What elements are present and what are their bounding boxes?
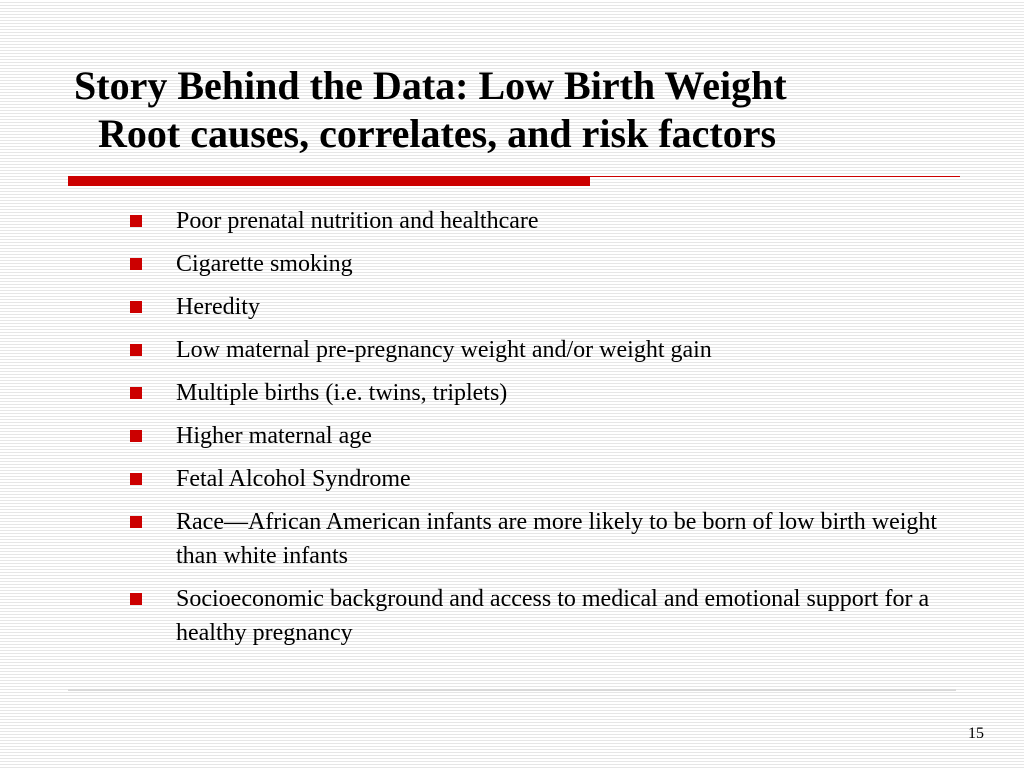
bullet-text: Multiple births (i.e. twins, triplets) xyxy=(176,380,508,406)
bullet-text: Cigarette smoking xyxy=(176,251,353,277)
title-accent-bar xyxy=(68,176,590,186)
bullet-item xyxy=(128,333,948,367)
bullet-text: Socioeconomic background and access to medical and emotional support for a healthy pregnancy xyxy=(176,586,930,646)
square-bullet-icon xyxy=(130,516,142,528)
square-bullet-icon xyxy=(130,593,142,605)
bullet-text: Poor prenatal nutrition and healthcare xyxy=(176,208,539,234)
bullet-item xyxy=(128,505,948,573)
bullet-text: Fetal Alcohol Syndrome xyxy=(176,466,411,492)
bullet-item xyxy=(128,462,948,496)
square-bullet-icon xyxy=(130,430,142,442)
square-bullet-icon xyxy=(130,387,142,399)
bullet-item xyxy=(128,247,948,281)
bullet-text: Higher maternal age xyxy=(176,423,372,449)
square-bullet-icon xyxy=(130,301,142,313)
footer-divider xyxy=(68,689,956,691)
title-accent-line xyxy=(590,176,960,177)
bullet-item xyxy=(128,290,948,324)
square-bullet-icon xyxy=(130,344,142,356)
square-bullet-icon xyxy=(130,473,142,485)
bullet-list xyxy=(128,204,948,659)
bullet-item xyxy=(128,204,948,238)
slide-number: 15 xyxy=(968,725,984,742)
bullet-item xyxy=(128,582,948,650)
bullet-text: Low maternal pre-pregnancy weight and/or weight gain xyxy=(176,337,712,363)
title-line-main: Story Behind the Data: Low Birth Weight xyxy=(74,63,787,108)
slide-title xyxy=(74,62,954,158)
bullet-item xyxy=(128,376,948,410)
square-bullet-icon xyxy=(130,215,142,227)
bullet-item xyxy=(128,419,948,453)
square-bullet-icon xyxy=(130,258,142,270)
bullet-text: Race—African American infants are more likely to be born of low birth weight than white infants xyxy=(176,509,938,569)
title-line-subtitle: Root causes, correlates, and risk factors xyxy=(98,111,777,156)
bullet-text: Heredity xyxy=(176,294,260,320)
